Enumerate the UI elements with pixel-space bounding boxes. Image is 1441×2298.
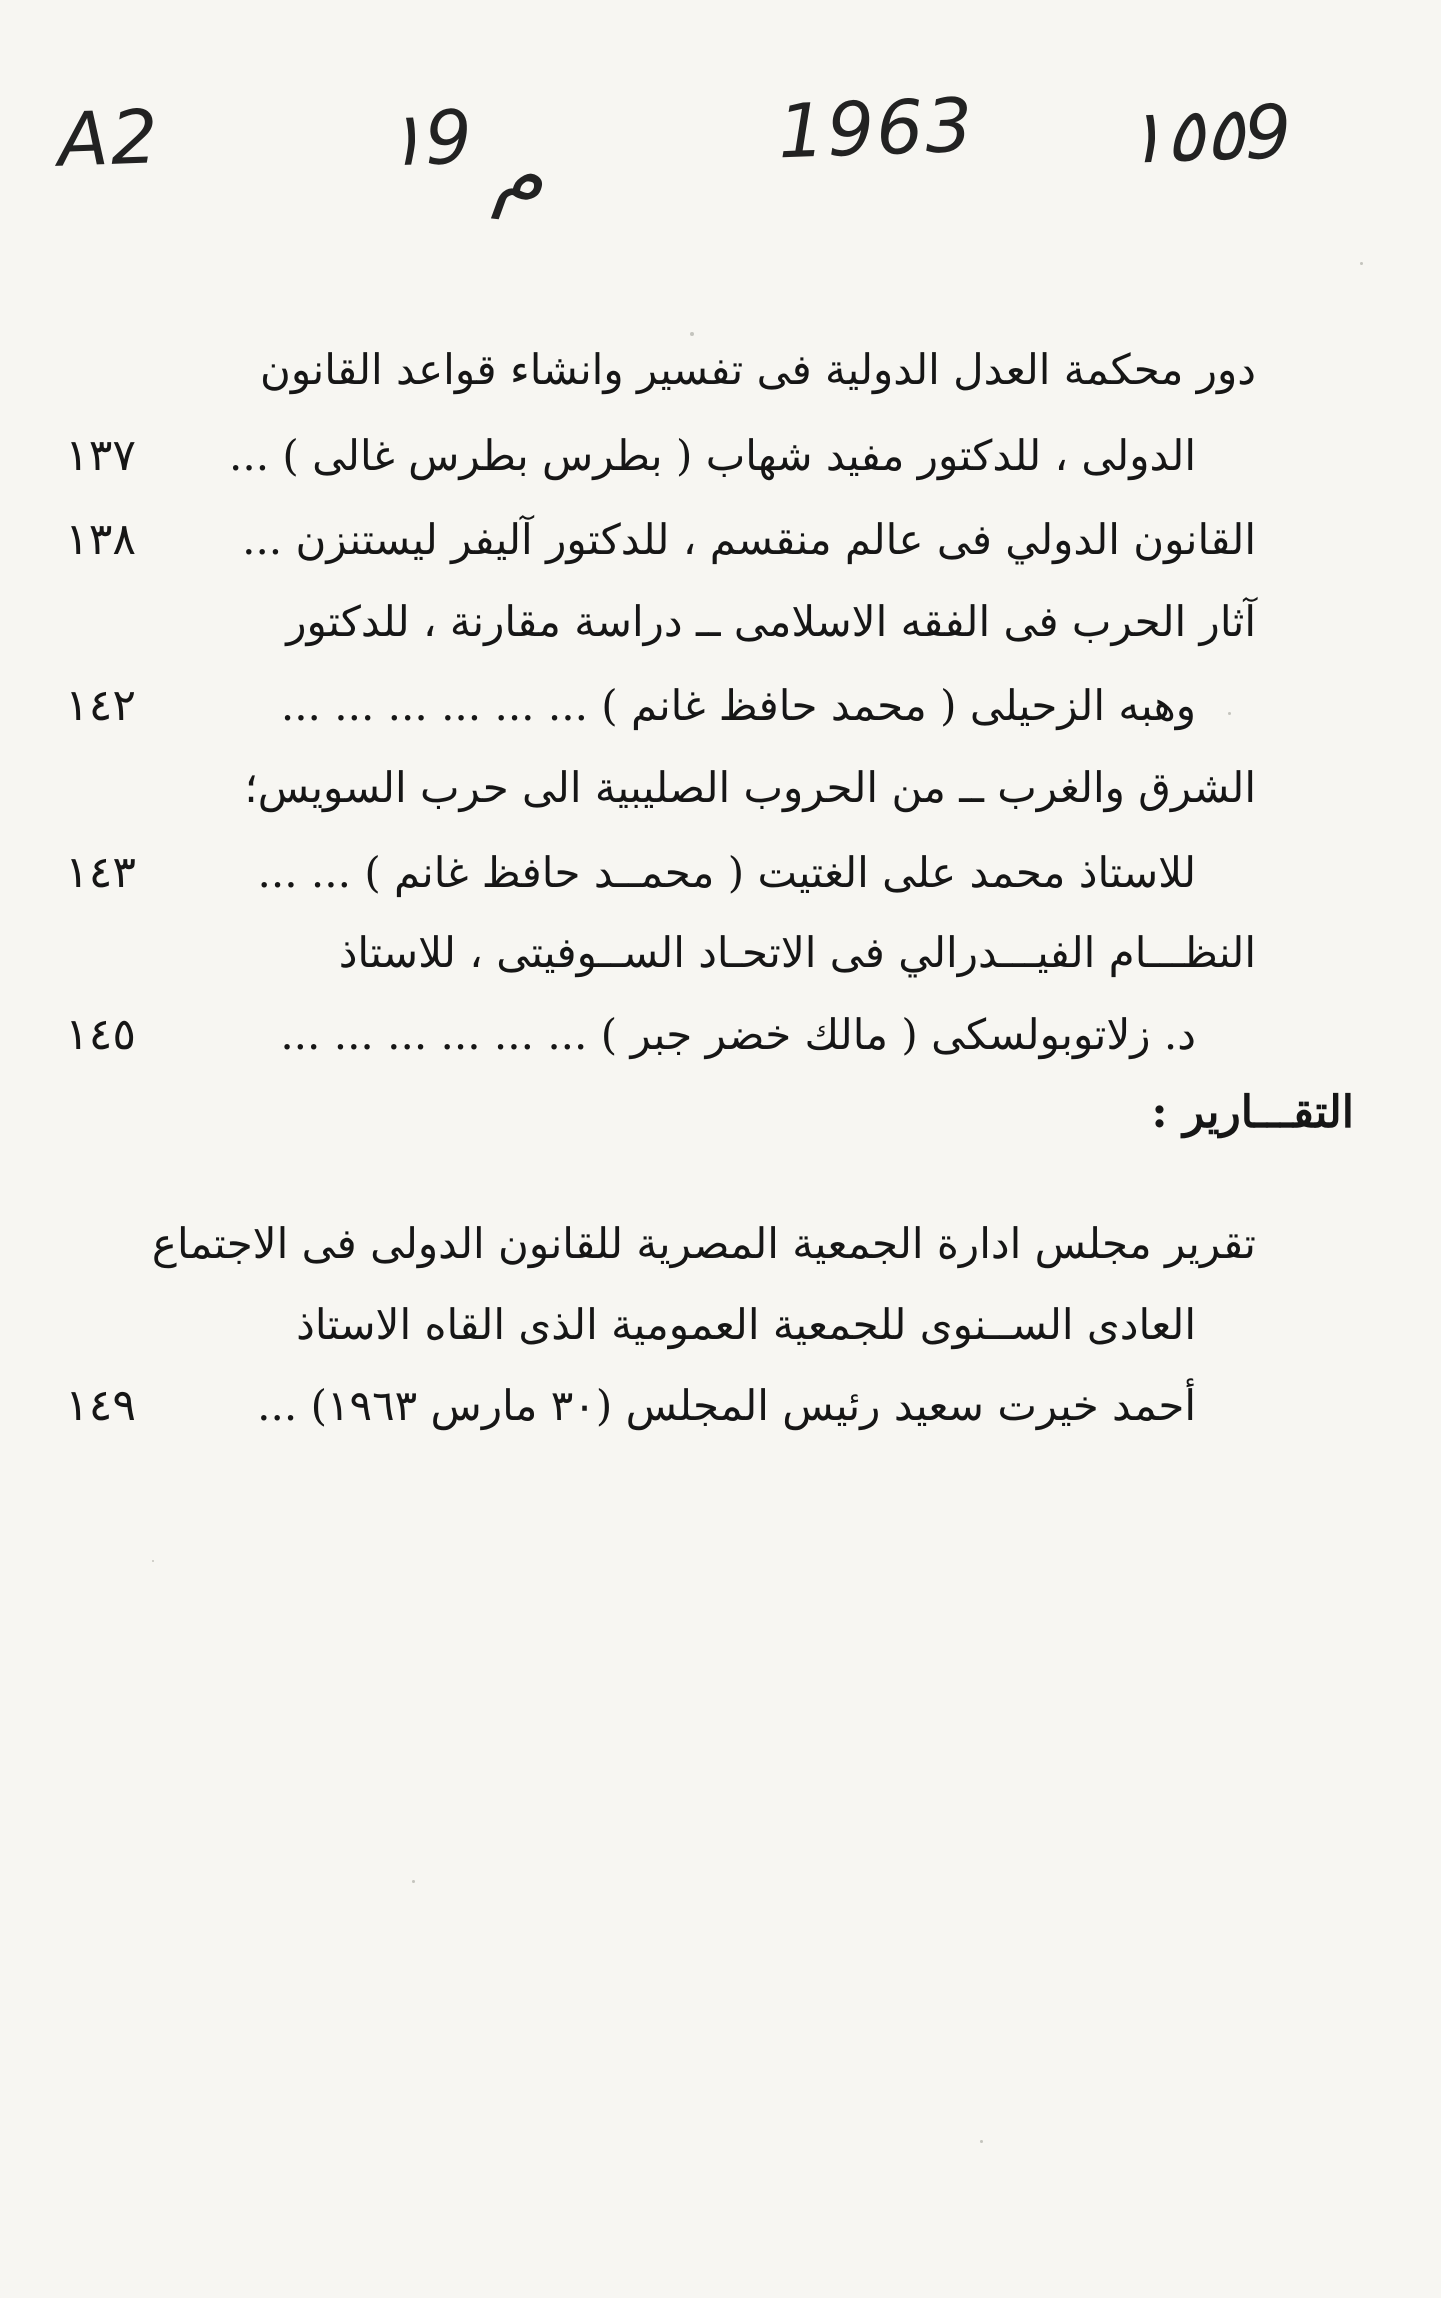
entry-2-page-number: ١٣٨ <box>65 514 136 565</box>
reports-heading: التقـــارير : <box>1151 1087 1354 1138</box>
handwritten-year: 1963 <box>776 82 976 176</box>
entry-3-title-line: آثار الحرب فى الفقه الاسلامى ــ دراسة مقارنة ، للدكتور <box>286 597 1256 646</box>
entry-5-page-number: ١٤٥ <box>65 1009 136 1060</box>
entry-5-title-line: النظـــام الفيـــدرالي فى الاتحـاد الســوفيتى ، للاستاذ <box>338 928 1256 977</box>
entry-1-title-line: دور محكمة العدل الدولية فى تفسير وانشاء قواعد القانون <box>259 345 1256 394</box>
entry-1-author-line: الدولى ، للدكتور مفيد شهاب ( بطرس بطرس غالى ) ... <box>229 431 1196 480</box>
entry-3-author-line: وهبه الزحيلى ( محمد حافظ غانم ) ... ... ... ... ... ... <box>280 681 1196 730</box>
scan-speck <box>980 2140 983 2143</box>
entry-1-page-number: ١٣٧ <box>65 430 136 481</box>
entry-5-author-line: د. زلاتوبولسكى ( مالك خضر جبر ) ... ... ... ... ... ... <box>280 1010 1196 1059</box>
scan-speck <box>690 332 694 336</box>
report-1-page-number: ١٤٩ <box>65 1380 136 1431</box>
report-1-line-3: أحمد خيرت سعيد رئيس المجلس (٣٠ مارس ١٩٦٣) ... <box>257 1381 1196 1430</box>
handwritten-volume-mark: م <box>490 125 550 224</box>
report-1-line-2: العادى الســنوى للجمعية العمومية الذى القاه الاستاذ <box>296 1300 1196 1349</box>
handwritten-issue-number: ١9 <box>383 94 474 184</box>
handwritten-serial-number: ١٥٥9 <box>1123 89 1293 181</box>
scan-speck <box>152 1560 154 1562</box>
scan-speck <box>412 1880 415 1883</box>
entry-4-page-number: ١٤٣ <box>65 847 136 898</box>
entry-4-title-line: الشرق والغرب ــ من الحروب الصليبية الى حرب السويس؛ <box>244 763 1256 812</box>
entry-3-page-number: ١٤٢ <box>65 680 136 731</box>
entry-4-author-line: للاستاذ محمد على الغتيت ( محمــد حافظ غانم ) ... ... <box>257 848 1196 897</box>
report-1-line-1: تقرير مجلس ادارة الجمعية المصرية للقانون الدولى فى الاجتماع <box>151 1219 1256 1268</box>
scan-speck <box>1360 262 1363 265</box>
entry-2-title-line: القانون الدولي فى عالم منقسم ، للدكتور آليفر ليستنزن ... <box>242 515 1256 564</box>
handwritten-code: A2 <box>56 94 162 184</box>
scan-speck <box>1228 712 1231 715</box>
